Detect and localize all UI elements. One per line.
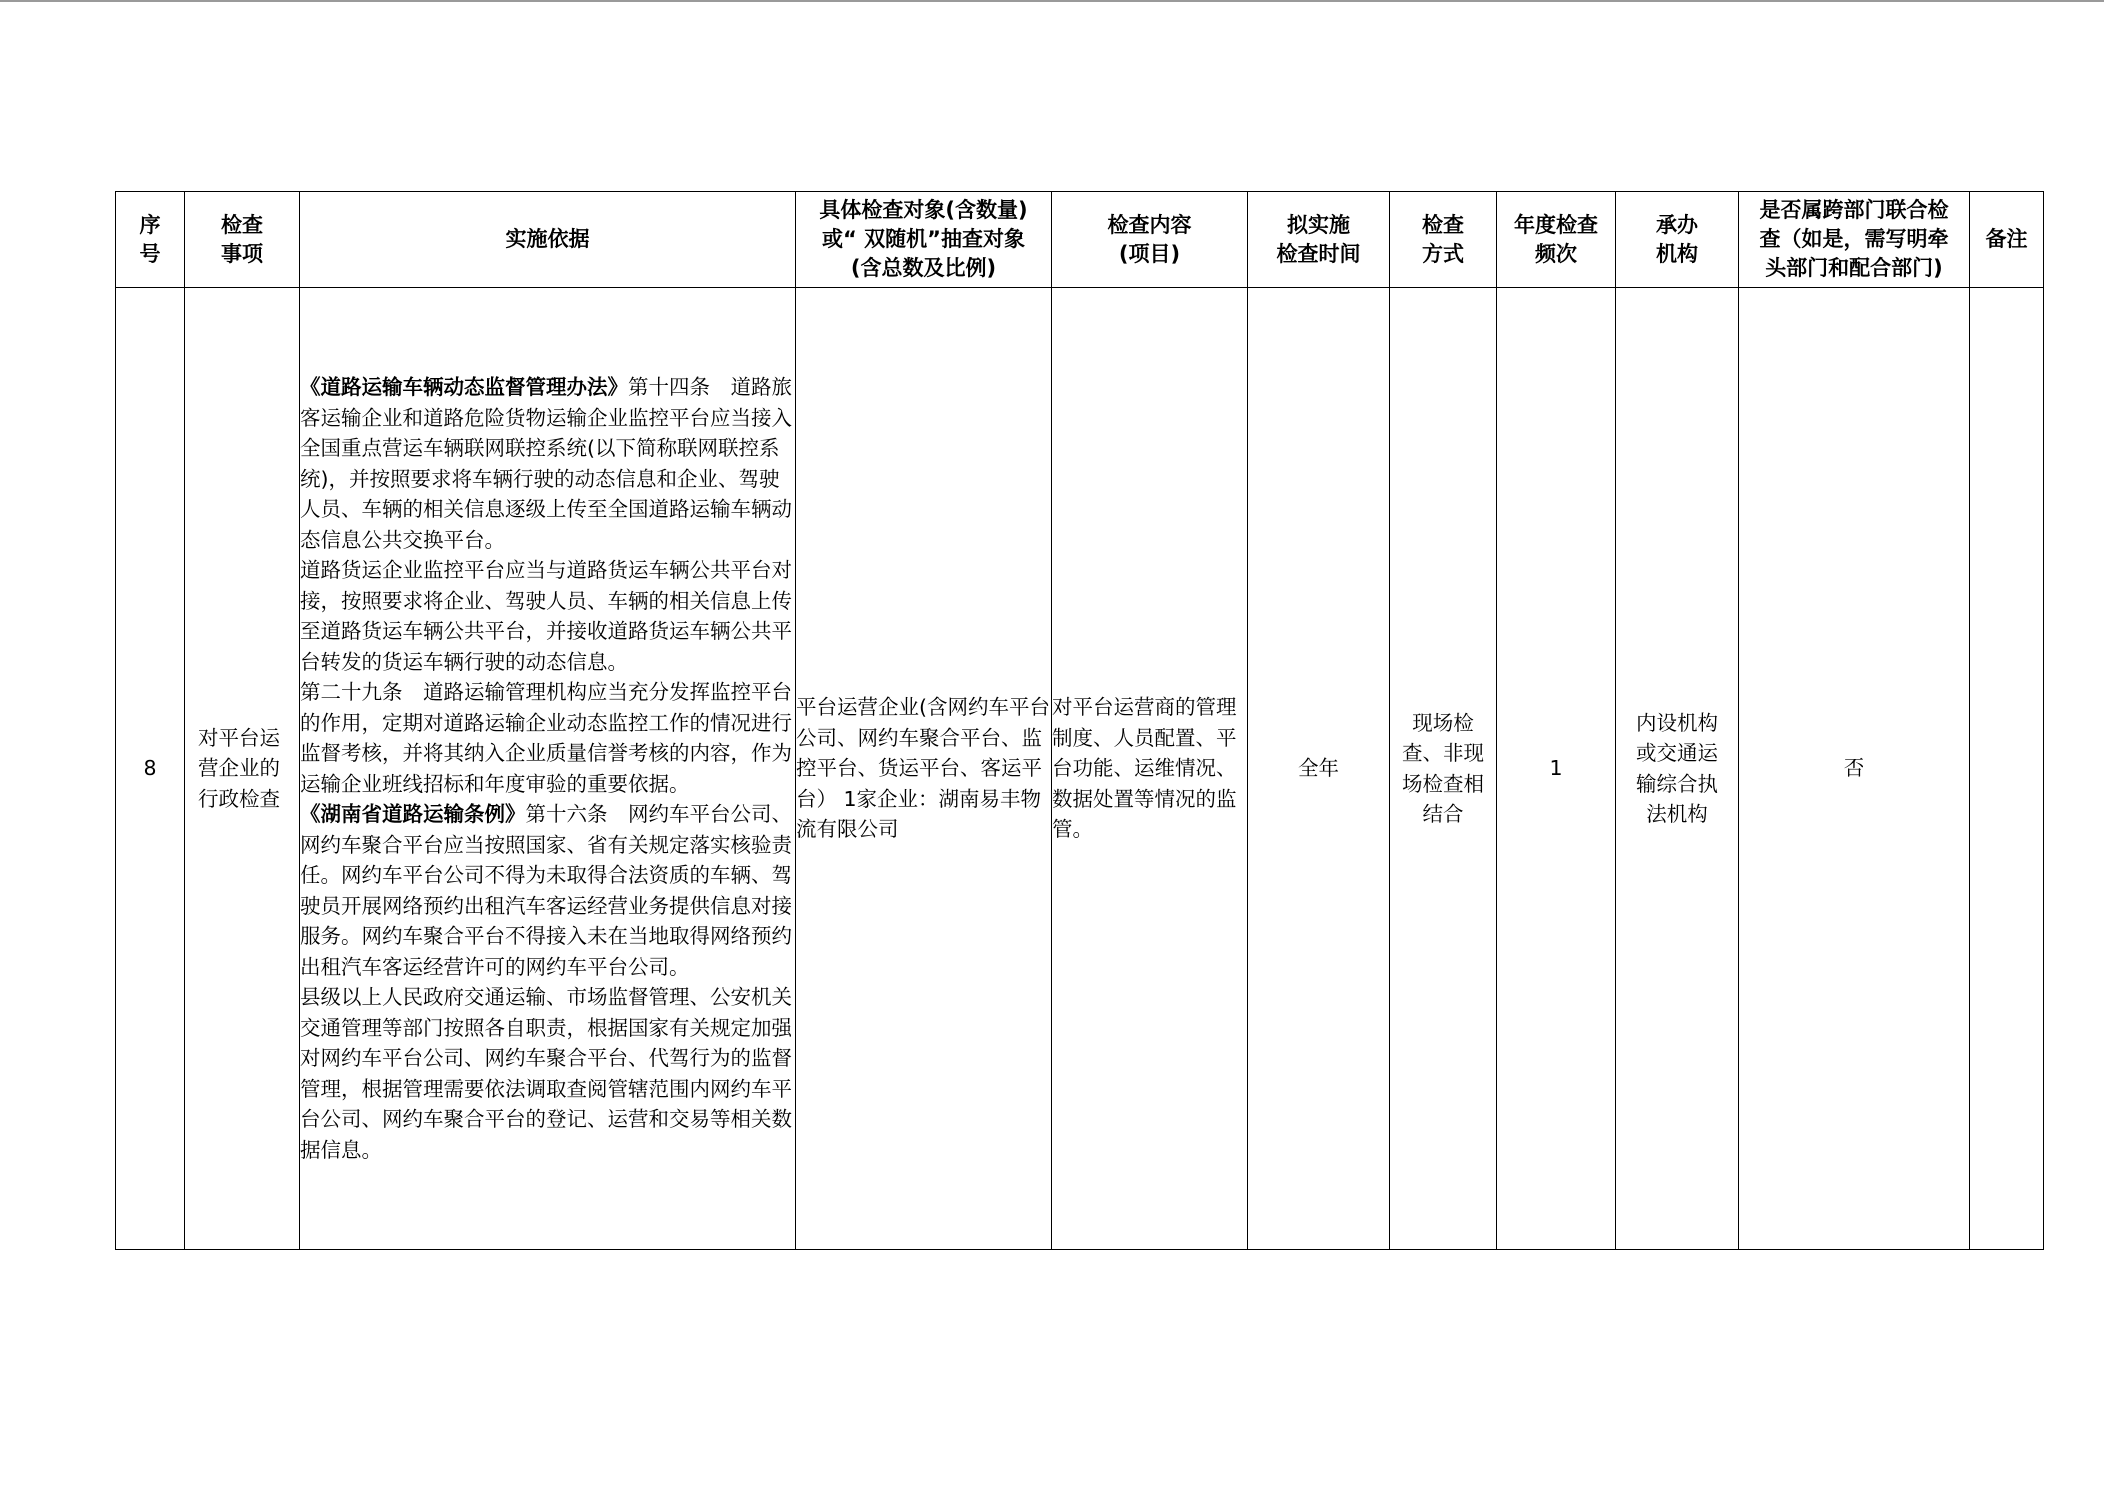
header-target-label xyxy=(796,196,1051,283)
header-basis xyxy=(300,192,796,288)
header-basis-line: 实施依据 xyxy=(505,227,590,251)
header-content-label xyxy=(1052,211,1247,269)
header-agency-line: 机构 xyxy=(1656,241,1698,266)
header-seq-label xyxy=(116,211,184,269)
law1-article14: 第十四条 道路旅客运输企业和道路危险货物运输企业监控平台应当接入全国重点营运车辆联网联控系统(以下简称联网联控系统)，并按照要求将车辆行驶的动态信息和企业、驾驶人员、车辆的相关信息逐级上传至全国道路运输车辆动态信息公共交换平台。 xyxy=(300,375,792,552)
cell-agency xyxy=(1616,288,1739,1250)
header-item-line: 检查 xyxy=(221,212,263,237)
page-top-border xyxy=(0,0,2104,2)
header-target-line: (含总数及比例) xyxy=(850,256,997,280)
header-method-line: 检查 xyxy=(1422,212,1464,237)
seq-value: 8 xyxy=(143,756,157,781)
header-time-line: 拟实施 xyxy=(1287,212,1350,237)
basis-law1-paragraph xyxy=(300,372,795,555)
header-joint-line: 是否属跨部门联合检 xyxy=(1759,198,1949,222)
item-value: 对平台运营企业的行政检查 xyxy=(198,725,280,811)
header-target-line: 具体检查对象(含数量) xyxy=(819,198,1028,222)
cell-item xyxy=(185,288,300,1250)
header-method-label xyxy=(1390,211,1496,269)
header-seq-line: 号 xyxy=(139,241,161,266)
header-frequency-label xyxy=(1497,211,1615,269)
basis-law2-paragraph xyxy=(300,799,795,982)
content-value: 对平台运营商的管理制度、人员配置、平台功能、运维情况、数据处置等情况的监管。 xyxy=(1052,695,1237,842)
header-frequency-line: 年度检查 xyxy=(1514,212,1598,237)
table-row xyxy=(116,288,2044,1250)
inspection-plan-table xyxy=(115,191,2044,1250)
header-agency-line: 承办 xyxy=(1656,212,1698,237)
header-joint-line: 查（如是，需写明牵 xyxy=(1759,227,1949,251)
basis-text xyxy=(300,372,795,1165)
cell-time xyxy=(1248,288,1390,1250)
header-agency xyxy=(1616,192,1739,288)
header-target-line: 或“ 双随机”抽查对象 xyxy=(822,227,1025,251)
header-frequency-line: 频次 xyxy=(1535,241,1577,266)
method-value: 现场检查、非现场检查相结合 xyxy=(1402,710,1484,826)
frequency-value: 1 xyxy=(1549,756,1563,781)
header-seq xyxy=(116,192,185,288)
cell-content xyxy=(1052,288,1248,1250)
header-joint xyxy=(1739,192,1970,288)
basis-law2-paragraph-2: 县级以上人民政府交通运输、市场监督管理、公安机关交通管理等部门按照各自职责，根据国家有关规定加强对网约车平台公司、网约车聚合平台、代驾行为的监督管理，根据管理需要依法调取查阅管辖范围内网约车平台公司、网约车聚合平台的登记、运营和交易等相关数据信息。 xyxy=(300,985,792,1162)
header-time xyxy=(1248,192,1390,288)
cell-frequency xyxy=(1497,288,1616,1250)
header-content-line: (项目) xyxy=(1118,241,1181,266)
header-remarks xyxy=(1970,192,2044,288)
header-content-line: 检查内容 xyxy=(1107,212,1192,237)
header-joint-label xyxy=(1739,196,1969,283)
header-remarks-line: 备注 xyxy=(1985,227,2028,251)
cell-joint xyxy=(1739,288,1970,1250)
cell-method xyxy=(1390,288,1497,1250)
cell-seq xyxy=(116,288,185,1250)
header-method-line: 方式 xyxy=(1422,241,1464,266)
basis-law1-article29: 第二十九条 道路运输管理机构应当充分发挥监控平台的作用，定期对道路运输企业动态监控工作的情况进行监督考核，并将其纳入企业质量信誉考核的内容，作为运输企业班线招标和年度审验的重要依据。 xyxy=(300,680,792,796)
header-item xyxy=(185,192,300,288)
header-agency-label xyxy=(1616,211,1738,269)
header-time-label xyxy=(1248,211,1389,269)
law1-title: 《道路运输车辆动态监督管理办法》 xyxy=(300,375,628,399)
header-time-line: 检查时间 xyxy=(1276,241,1361,266)
agency-value: 内设机构或交通运输综合执法机构 xyxy=(1636,710,1718,826)
header-item-line: 事项 xyxy=(221,241,263,266)
header-remarks-label xyxy=(1970,225,2043,254)
cell-remarks xyxy=(1970,288,2044,1250)
header-row xyxy=(116,192,2044,288)
law2-title: 《湖南省道路运输条例》 xyxy=(300,802,526,826)
header-method xyxy=(1390,192,1497,288)
header-content xyxy=(1052,192,1248,288)
header-frequency xyxy=(1497,192,1616,288)
time-value: 全年 xyxy=(1298,756,1339,781)
cell-target xyxy=(796,288,1052,1250)
joint-value: 否 xyxy=(1843,756,1865,781)
header-item-label xyxy=(185,211,299,269)
header-seq-line: 序 xyxy=(139,212,161,237)
header-joint-line: 头部门和配合部门) xyxy=(1765,256,1943,280)
cell-basis xyxy=(300,288,796,1250)
header-basis-label xyxy=(300,225,795,254)
target-value: 平台运营企业(含网约车平台公司、网约车聚合平台、监控平台、货运平台、客运平台） 1家企业：湖南易丰物流有限公司 xyxy=(796,695,1050,842)
basis-law1-paragraph-2: 道路货运企业监控平台应当与道路货运车辆公共平台对接，按照要求将企业、驾驶人员、车辆的相关信息上传至道路货运车辆公共平台，并接收道路货运车辆公共平台转发的货运车辆行驶的动态信息。 xyxy=(300,558,792,674)
header-target xyxy=(796,192,1052,288)
law2-article16: 第十六条 网约车平台公司、网约车聚合平台应当按照国家、省有关规定落实核验责任。网约车平台公司不得为未取得合法资质的车辆、驾驶员开展网络预约出租汽车客运经营业务提供信息对接服务。网约车聚合平台不得接入未在当地取得网络预约出租汽车客运经营许可的网约车平台公司。 xyxy=(300,802,792,979)
